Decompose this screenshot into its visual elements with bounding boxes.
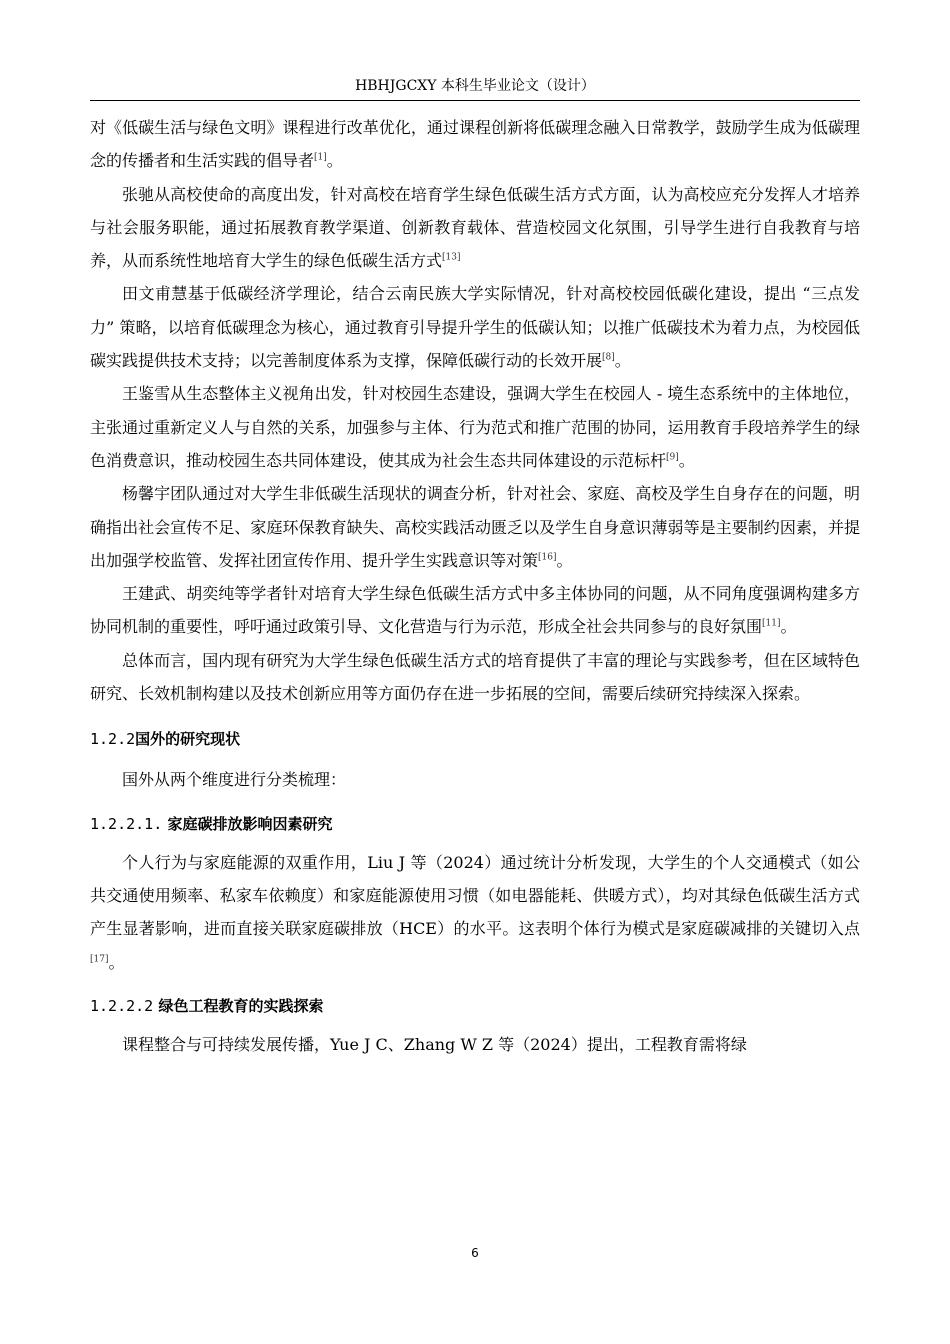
page-header xyxy=(90,76,860,96)
section-number: 1.2.2.1. xyxy=(90,814,163,833)
body-paragraph-9: 课程整合与可持续发展传播，Yue J C、Zhang W Z 等（2024）提出，工程教育需将绿 xyxy=(122,1034,747,1054)
header-title: HBHJGCXY 本科生毕业论文（设计） xyxy=(355,78,595,94)
citation-ref[interactable]: [9] xyxy=(666,452,679,463)
citation-ref[interactable]: [13] xyxy=(442,252,461,263)
section-number: 1.2.2.2 xyxy=(90,996,154,1015)
header-divider xyxy=(90,100,860,101)
page-body xyxy=(90,111,860,1061)
section-title: 国外的研究现状 xyxy=(135,730,241,749)
section-heading-1-2-2-1 xyxy=(90,814,860,834)
section-title: 绿色工程教育的实践探索 xyxy=(153,996,324,1015)
section-title: 家庭碳排放影响因素研究 xyxy=(162,814,333,833)
body-paragraph-3: 田文甫慧基于低碳经济学理论，结合云南民族大学实际情况，针对高校校园低碳化建设，提出 “三点发力” 策略，以培育低碳理念为核心，通过教育引导提升学生的低碳认知；以推广低碳技术为着力点，为校园低碳实践提供技术支持；以完善制度体系为支撑，保障低碳行动的长效开展[8]。 xyxy=(90,284,860,371)
citation-ref[interactable]: [8] xyxy=(602,352,615,363)
body-paragraph-8: 个人行为与家庭能源的双重作用，Liu J 等（2024）通过统计分析发现，大学生的个人交通模式（如公共交通使用频率、私家车依赖度）和家庭能源使用习惯（如电器能耗、供暖方式），均对其绿色低碳生活方式产生显著影响，进而直接关联家庭碳排放（HCE）的水平。这表明个体行为模式是家庭碳减排的关键切入点[17]。 xyxy=(90,852,860,972)
body-paragraph-2: 张驰从高校使命的高度出发，针对高校在培育学生绿色低碳生活方式方面，认为高校应充分发挥人才培养与社会服务职能，通过拓展教育教学渠道、创新教育载体、营造校园文化氛围，引导学生进行自我教育与培养，从而系统性地培育大学生的绿色低碳生活方式[13] xyxy=(90,184,860,271)
section-heading-1-2-2 xyxy=(90,729,860,749)
section-heading-1-2-2-2 xyxy=(90,996,860,1016)
section-intro: 国外从两个维度进行分类梳理： xyxy=(122,770,347,790)
page-number: 6 xyxy=(471,1246,479,1260)
citation-ref[interactable]: [1] xyxy=(314,152,327,163)
body-paragraph-5: 杨馨宇团队通过对大学生非低碳生活现状的调查分析，针对社会、家庭、高校及学生自身存在的问题，明确指出社会宣传不足、家庭环保教育缺失、高校实践活动匮乏以及学生自身意识薄弱等是主要制约因素，并提出加强学校监管、发挥社团宣传作用、提升学生实践意识等对策[16]。 xyxy=(90,484,860,570)
citation-ref[interactable]: [16] xyxy=(538,552,557,563)
citation-ref[interactable]: [17] xyxy=(90,954,109,965)
body-paragraph-7: 总体而言，国内现有研究为大学生绿色低碳生活方式的培育提供了丰富的理论与实践参考，但在区域特色研究、长效机制构建以及技术创新应用等方面仍存在进一步拓展的空间，需要后续研究持续深入探索。 xyxy=(90,650,860,704)
body-paragraph-4: 王鉴雪从生态整体主义视角出发，针对校园生态建设，强调大学生在校园人 - 境生态系统中的主体地位，主张通过重新定义人与自然的关系，加强参与主体、行为范式和推广范围的协同，运用教育手段培养学生的绿色消费意识，推动校园生态共同体建设，使其成为社会生态共同体建设的示范标杆[9]。 xyxy=(90,384,860,470)
section-number: 1.2.2 xyxy=(90,730,136,749)
body-paragraph-6: 王建武、胡奕纯等学者针对培育大学生绿色低碳生活方式中多主体协同的问题，从不同角度强调构建多方协同机制的重要性，呼吁通过政策引导、文化营造与行为示范，形成全社会共同参与的良好氛围[11]。 xyxy=(90,584,860,637)
body-paragraph-1: 对《低碳生活与绿色文明》课程进行改革优化，通过课程创新将低碳理念融入日常教学，鼓励学生成为低碳理念的传播者和生活实践的倡导者[1]。 xyxy=(90,118,860,171)
citation-ref[interactable]: [11] xyxy=(762,619,781,630)
